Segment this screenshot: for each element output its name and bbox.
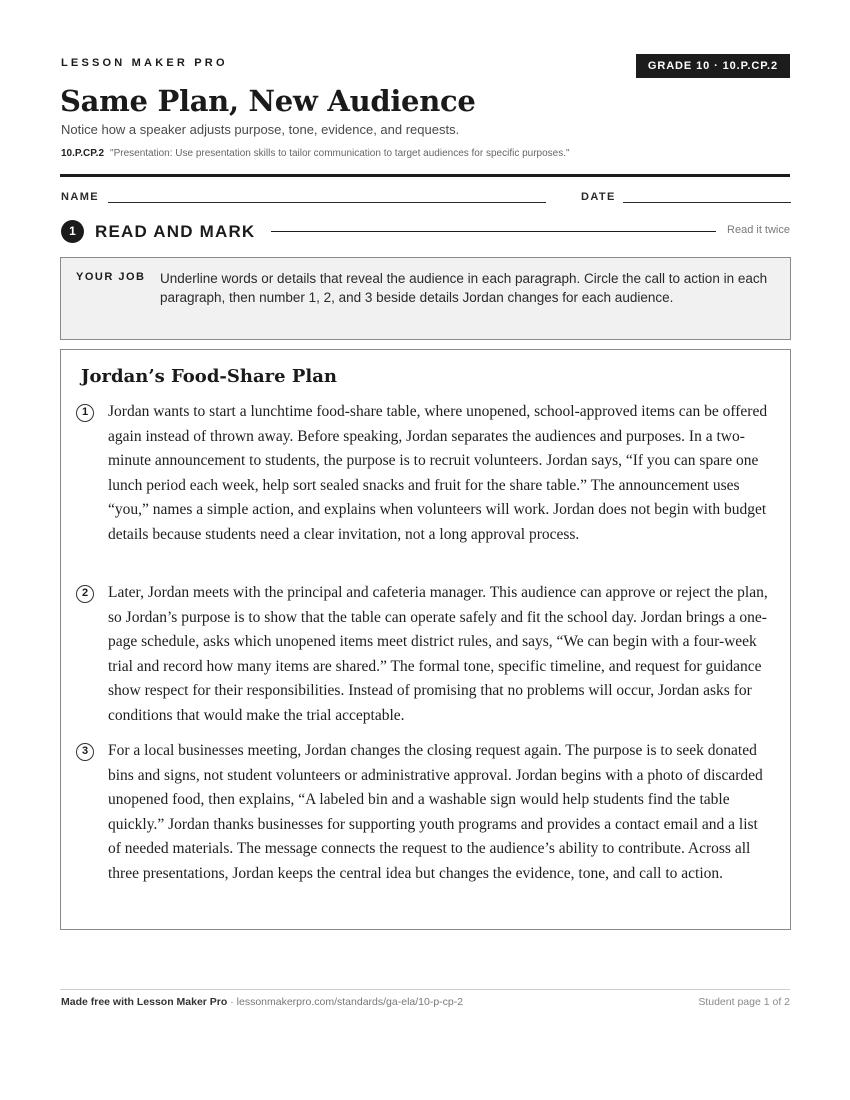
name-label: NAME bbox=[61, 191, 99, 203]
header-divider bbox=[60, 174, 790, 177]
date-field[interactable] bbox=[623, 202, 791, 203]
footer-url[interactable]: · lessonmakerpro.com/standards/ga-ela/10-p-cp-2 bbox=[230, 996, 464, 1008]
section-number-badge: 1 bbox=[61, 220, 84, 243]
reading-passage bbox=[60, 349, 791, 930]
standard-text: "Presentation: Use presentation skills to tailor communication to target audiences for specific purposes." bbox=[110, 148, 570, 159]
page-subtitle: Notice how a speaker adjusts purpose, tone, evidence, and requests. bbox=[61, 122, 460, 137]
instructions-box bbox=[60, 257, 791, 340]
paragraph-number-badge: 1 bbox=[76, 404, 94, 422]
footer-credit bbox=[61, 996, 463, 1008]
passage-paragraph: Later, Jordan meets with the principal and cafeteria manager. This audience can approve or reject the plan, so Jordan’s purpose is to show that the table can operate safely and fit the school day. Jordan brings a one-page schedule, asks which unopened items meet district rules, and says, “We can begin with a four-week trial and record how many items are shared.” The formal tone, specific timeline, and request for guidance show respect for their responsibilities. Instead of promising that no problems will occur, Jordan asks for conditions that would make the trial acceptable. bbox=[108, 584, 768, 724]
footer-divider bbox=[60, 989, 790, 990]
section-title: READ AND MARK bbox=[95, 222, 256, 241]
standard-line bbox=[61, 148, 570, 159]
standard-code: 10.P.CP.2 bbox=[61, 148, 105, 159]
instructions-text: Underline words or details that reveal the audience in each paragraph. Circle the call to action in each paragraph, then number 1, 2, and 3 beside details Jordan changes for each audience. bbox=[160, 271, 768, 305]
instructions-label: YOUR JOB bbox=[76, 271, 146, 283]
brand-name: LESSON MAKER PRO bbox=[61, 57, 228, 69]
grade-badge: GRADE 10 · 10.P.CP.2 bbox=[636, 54, 790, 78]
date-label: DATE bbox=[581, 191, 616, 203]
passage-paragraph: Jordan wants to start a lunchtime food-share table, where unopened, school-approved items can be offered again instead of thrown away. Before speaking, Jordan separates the audiences and purposes. In a two-minute announcement to students, the purpose is to recruit volunteers. Jordan says, “If you can spare one lunch period each week, help sort sealed snacks and fruit for the share table.” The announcement uses “you,” names a simple action, and explains when volunteers will work. Jordan does not begin with budget details because students need a clear invitation, not a long approval process. bbox=[108, 403, 768, 543]
passage-title: Jordan’s Food-Share Plan bbox=[81, 366, 337, 387]
footer-made-with: Made free with Lesson Maker Pro bbox=[61, 996, 228, 1008]
paragraph-number-badge: 2 bbox=[76, 585, 94, 603]
name-field[interactable] bbox=[108, 202, 546, 203]
paragraph-number-badge: 3 bbox=[76, 743, 94, 761]
page-title: Same Plan, New Audience bbox=[60, 84, 476, 118]
page-number: Student page 1 of 2 bbox=[698, 996, 790, 1008]
passage-paragraph: For a local businesses meeting, Jordan changes the closing request again. The purpose is to seek donated bins and signs, not student volunteers or administrative approval. Jordan begins with a photo of discarded unopened food, then explains, “A labeled bin and a washable sign would help students find the table quickly.” Jordan thanks businesses for supporting youth programs and provides a contact email and a list of needed materials. The message connects the request to the audience’s ability to contribute. Across all three presentations, Jordan keeps the central idea but changes the evidence, tone, and call to action. bbox=[108, 742, 763, 882]
section-note: Read it twice bbox=[727, 224, 790, 236]
section-divider bbox=[271, 231, 716, 232]
